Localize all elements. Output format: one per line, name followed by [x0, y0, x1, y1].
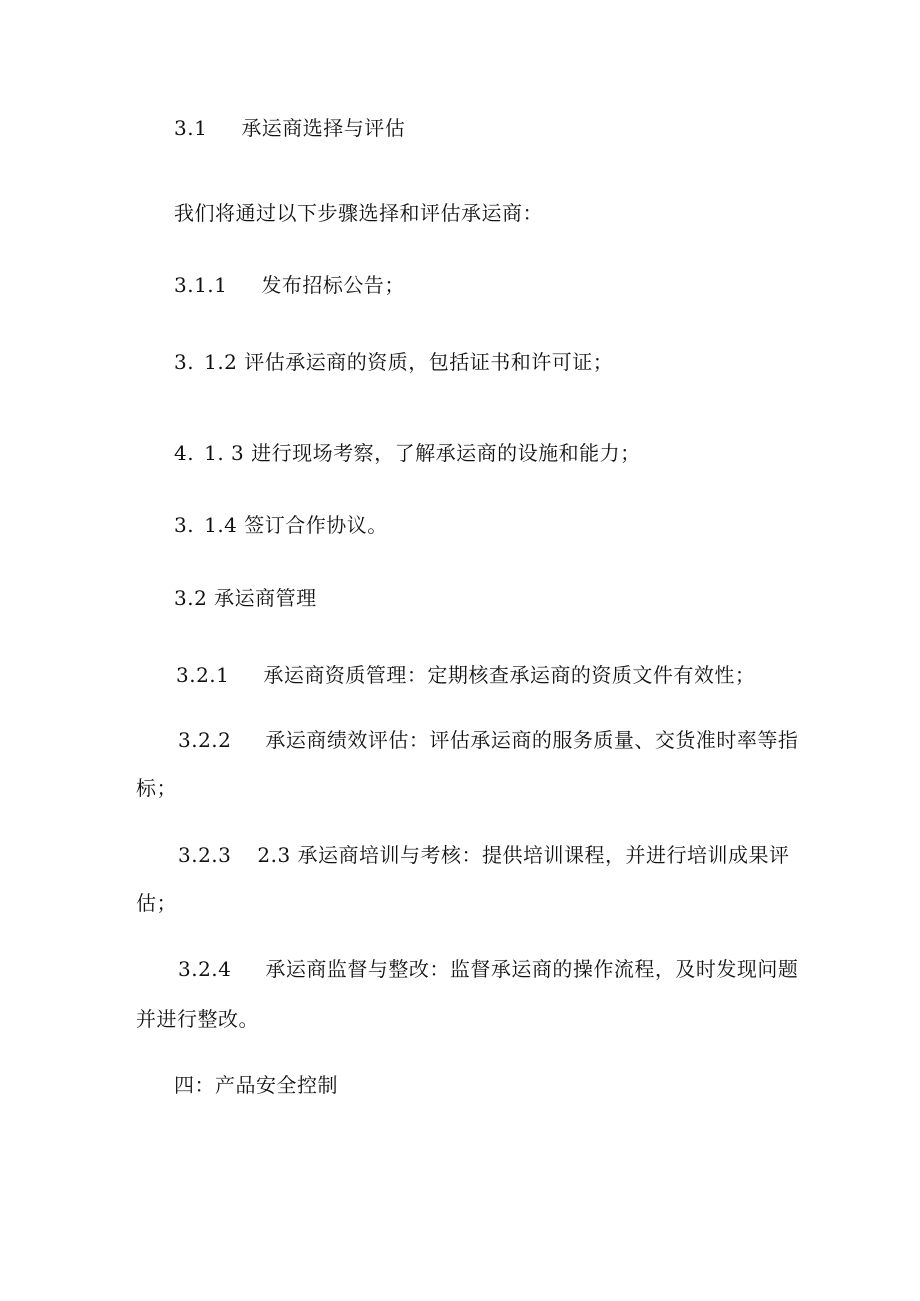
- item-3-2-1: [176, 663, 755, 687]
- item-3-1-4: [174, 513, 388, 537]
- item-number: 3.2.2: [178, 728, 232, 752]
- item-number: 3.2.4: [178, 957, 232, 981]
- item-3-2-2: [178, 728, 798, 752]
- item-3-2-4: [178, 957, 798, 981]
- item-number: 4.: [174, 441, 195, 465]
- item-text: 承运商绩效评估：评估承运商的服务质量、交货准时率等指: [265, 728, 799, 752]
- section-title: 承运商选择与评估: [241, 116, 406, 140]
- item-3-2-3-continuation: 估；: [136, 891, 177, 915]
- item-number: 3.2.1: [176, 663, 230, 687]
- item-3-2-3: [178, 843, 790, 867]
- item-text: 承运商资质管理：定期核查承运商的资质文件有效性；: [263, 663, 756, 687]
- item-3-1-3: [174, 441, 641, 465]
- item-number: 3.2.3: [178, 843, 232, 867]
- intro-paragraph: 我们将通过以下步骤选择和评估承运商：: [174, 201, 543, 225]
- item-number: 3.: [174, 350, 195, 374]
- item-3-2-4-continuation: 并进行整改。: [136, 1007, 259, 1031]
- item-number: 3.: [174, 513, 195, 537]
- section-number: 3.1: [174, 116, 208, 140]
- item-text: 1. 3 进行现场考察，了解承运商的设施和能力；: [204, 441, 641, 465]
- item-text: 发布招标公告；: [261, 273, 405, 297]
- item-number: 3.1.1: [174, 273, 228, 297]
- section-3-1-heading: [174, 116, 405, 140]
- section-4-heading: 四：产品安全控制: [174, 1073, 338, 1097]
- item-3-2-2-continuation: 标；: [136, 776, 177, 800]
- section-3-2-heading: 3.2 承运商管理: [174, 586, 317, 610]
- item-text: 2.3 承运商培训与考核：提供培训课程，并进行培训成果评: [257, 843, 790, 867]
- item-text: 1.4 签订合作协议。: [204, 513, 388, 537]
- item-text: 1.2 评估承运商的资质，包括证书和许可证；: [204, 350, 614, 374]
- item-text: 承运商监督与整改：监督承运商的操作流程，及时发现问题: [265, 957, 799, 981]
- item-3-1-2: [174, 350, 613, 374]
- item-3-1-1: [174, 273, 405, 297]
